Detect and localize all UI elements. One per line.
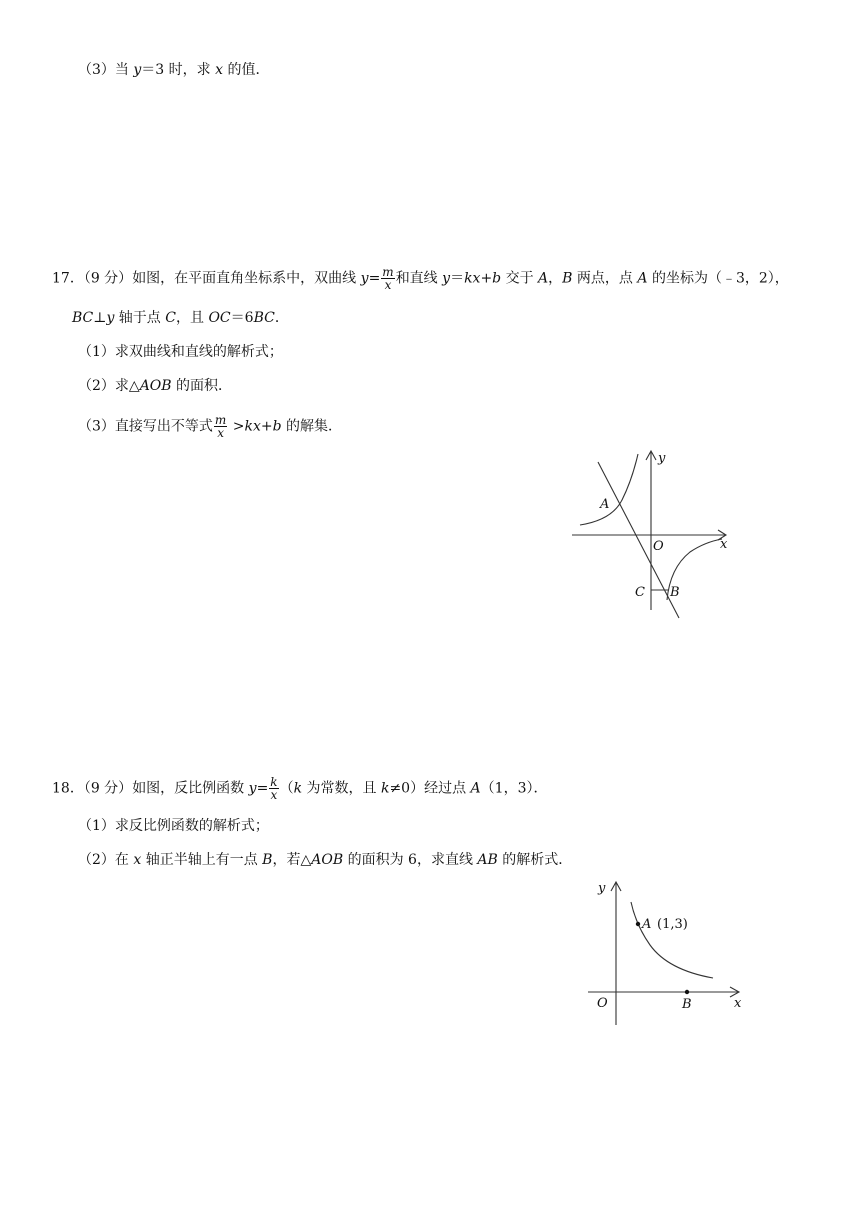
point-a-dot-icon [636, 922, 640, 926]
label-a-coord: (1,3) [657, 917, 688, 932]
label-o: O [653, 539, 664, 554]
label-y: y [598, 881, 606, 896]
q17-part1: （1）求双曲线和直线的解析式； [78, 344, 283, 360]
label-a: A [642, 917, 652, 932]
q18-part1: （1）求反比例函数的解析式； [78, 818, 269, 834]
label-b: B [670, 585, 680, 600]
label-y: y [658, 451, 666, 466]
label-x: x [720, 537, 728, 552]
label-b: B [682, 997, 692, 1012]
fraction-k-over-x: $\frac{k}{x}$ [270, 775, 278, 802]
q17-part3: （3）直接写出不等式 $\frac{m}{x}$ >kx+b 的解集． [78, 413, 343, 440]
q17-part2: （2）求△AOB 的面积． [78, 378, 233, 394]
q18-part2: （2）在 x 轴正半轴上有一点 B，若△AOB 的面积为 6，求直线 AB 的解析式． [78, 852, 573, 868]
q18-figure [580, 870, 760, 1035]
fraction-m-over-x: $\frac{m}{x}$ [382, 265, 394, 292]
label-a: A [600, 497, 610, 512]
q16-part3: （3）当 y＝3 时，求 x 的值． [78, 62, 270, 78]
label-c: C [635, 585, 645, 600]
label-o: O [597, 996, 608, 1011]
hyperbola-branch-upper-left [580, 454, 638, 525]
q17-figure [560, 440, 760, 630]
q18-header: 18．（9 分）如图，反比例函数 y= $\frac{k}{x}$ （k 为常数，且 k≠0）经过点 A（1，3）． [52, 775, 548, 802]
label-x: x [734, 996, 742, 1011]
point-b-dot-icon [685, 990, 689, 994]
hyperbola-curve [631, 902, 713, 978]
q17-line2: BC⊥y 轴于点 C，且 OC＝6BC． [72, 310, 289, 326]
q17-header: 17．（9 分）如图，在平面直角坐标系中，双曲线 y= $\frac{m}{x}$ 和直线 y＝kx+b 交于 A，B 两点，点 A 的坐标为（﹣3，2）， [52, 265, 789, 292]
fraction-m-over-x: $\frac{m}{x}$ [214, 413, 227, 440]
